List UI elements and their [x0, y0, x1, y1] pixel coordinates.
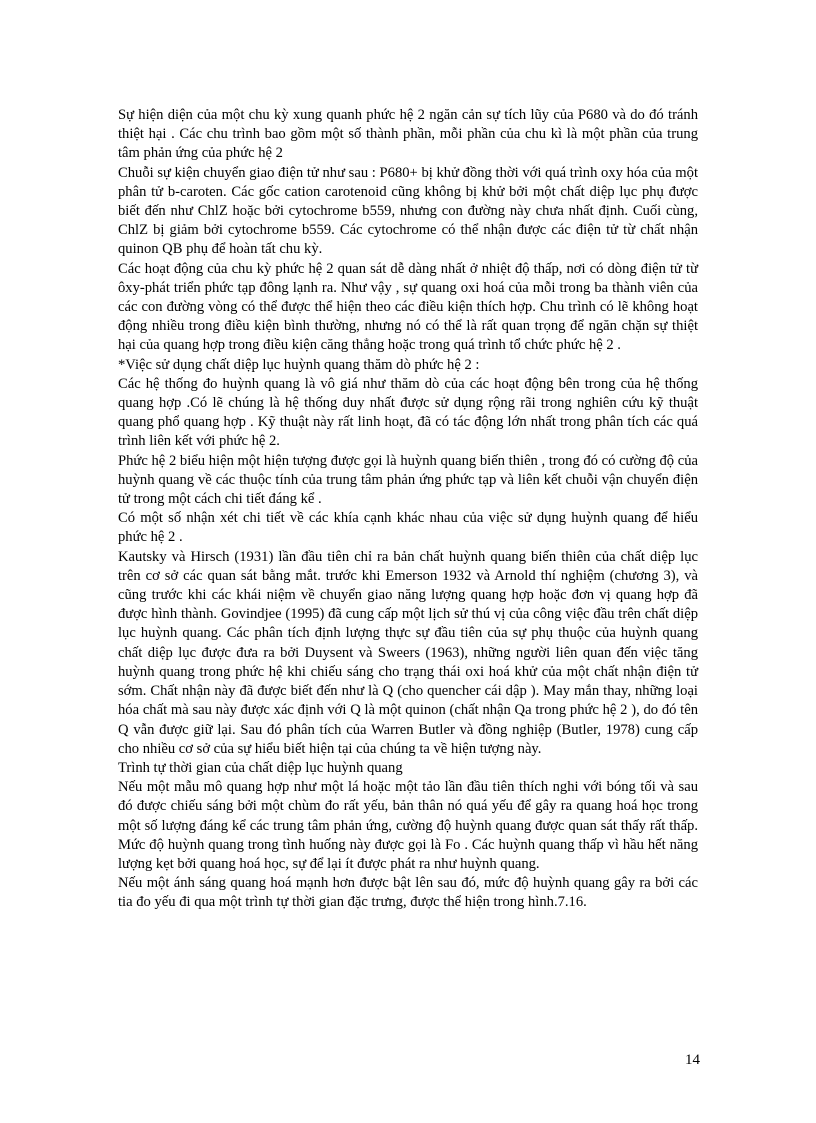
paragraph-1: Sự hiện diện của một chu kỳ xung quanh phức hệ 2 ngăn cản sự tích lũy của P680 và do đó tránh thiệt hại . Các chu trình bao gồm một số thành phần, mỗi phần của chu kì là một phần của trung tâm phản ứng của phức hệ 2	[118, 107, 698, 162]
section-heading-time-sequence: Trình tự thời gian của chất diệp lục huỳnh quang	[118, 759, 403, 776]
paragraph-2: Chuỗi sự kiện chuyển giao điện tử như sau : P680+ bị khử đồng thời với quá trình oxy hóa của một phân tử b-caroten. Các gốc cation carotenoid cũng không bị khử bởi một chất diệp lục phụ được biết đến như ChlZ hoặc bởi cytochrome b559, nhưng con đường này chưa nhất định. Cuối cùng, ChlZ bị giảm bởi cytochrome b559. Các cytochrome có thể nhận được các điện tử từ chất nhận quinon QB phụ để hoàn tất chu kỳ.	[118, 164, 698, 258]
paragraph-3: Các hoạt động của chu kỳ phức hệ 2 quan sát dễ dàng nhất ở nhiệt độ thấp, nơi có dòng điện tử từ ôxy-phát triển phức tạp đông lạnh ra. Như vậy , sự quang oxi hoá của mỗi trong ba thành viên của các con đường vòng có thể được thể hiện theo các điều kiện thích hợp. Chu trình có lẽ không hoạt động nhiều trong điều kiện bình thường, nhưng nó có thể là rất quan trọng để ngăn chặn sự thiệt hại của quang hợp trong điều kiện căng thẳng hoặc trong quá trình tổ chức phức hệ 2 .	[118, 260, 698, 354]
paragraph-8: Kautsky và Hirsch (1931) lần đầu tiên chỉ ra bản chất huỳnh quang biến thiên của chất diệp lục trên cơ sở các quan sát bằng mắt. trước khi Emerson 1932 và Arnold thí nghiệm (chương 3), và cũng trước khi các khái niệm về chuyển giao năng lượng quang hợp hoặc đơn vị quang hợp đã được hình thành. Govindjee (1995) đã cung cấp một lịch sử thú vị của công việc đầu trên chất diệp lục huỳnh quang. Các phân tích định lượng thực sự đầu tiên của sự phụ thuộc của huỳnh quang chất diệp lục được đưa ra bởi Duysent và Sweers (1963), những người liên quan đến việc tăng huỳnh quang trong phức hệ khi chiếu sáng cho trạng thái oxi hoá khử của một chất nhận điện tử sớm. Chất nhận này đã được biết đến như là Q (cho quencher cái dập ). May mắn thay, những loại hóa chất mà sau này được xác định với Q là một quinon (chất nhận Qa trong phức hệ 2 ), do đó tên Q vẫn được giữ lại. Sau đó phân tích của Warren Butler và đồng nghiệp (Butler, 1978) cung cấp cho nhiều cơ sở của sự hiểu biết hiện tại của chúng ta về hiện tượng này.	[118, 548, 698, 757]
page-number: 14	[685, 1052, 700, 1068]
paragraph-5: Các hệ thống đo huỳnh quang là vô giá như thăm dò của các hoạt động bên trong của hệ thống quang hợp .Có lẽ chúng là hệ thống duy nhất được sử dụng rộng rãi trong nghiên cứu kỹ thuật quang phổ quang hợp . Kỹ thuật này rất linh hoạt, đã có tác động lớn nhất trong phân tích các quá trình liên kết với phức hệ 2.	[118, 375, 698, 450]
paragraph-10: Nếu một mẫu mô quang hợp như một lá hoặc một tảo lần đầu tiên thích nghi với bóng tối và sau đó được chiếu sáng bởi một chùm đo rất yếu, bản thân nó quá yếu để gây ra quang hoá học trong một số lượng đáng kể các trung tâm phản ứng, cường độ huỳnh quang được quan sát thấy rất thấp. Mức độ huỳnh quang trong tình huống này được gọi là Fo . Các huỳnh quang thấp vì hầu hết năng lượng kẹt bởi quang hoá học, sự để lại ít được phát ra như huỳnh quang.	[118, 779, 698, 872]
section-heading-fluorescence: *Việc sử dụng chất diệp lục huỳnh quang thăm dò phức hệ 2 :	[118, 356, 480, 373]
document-body	[118, 106, 698, 913]
paragraph-6: Phức hệ 2 biểu hiện một hiện tượng được gọi là huỳnh quang biến thiên , trong đó có cường độ của huỳnh quang về các thuộc tính của trung tâm phản ứng phức tạp và liên kết chuỗi vận chuyển điện tử trong một cách chi tiết đáng kể .	[118, 452, 698, 508]
paragraph-11: Nếu một ánh sáng quang hoá mạnh hơn được bật lên sau đó, mức độ huỳnh quang gây ra bởi các tia đo yếu đi qua một trình tự thời gian đặc trưng, được thể hiện trong hình.7.16.	[118, 875, 698, 911]
paragraph-7: Có một số nhận xét chi tiết về các khía cạnh khác nhau của việc sử dụng huỳnh quang để hiểu phức hệ 2 .	[118, 510, 698, 546]
